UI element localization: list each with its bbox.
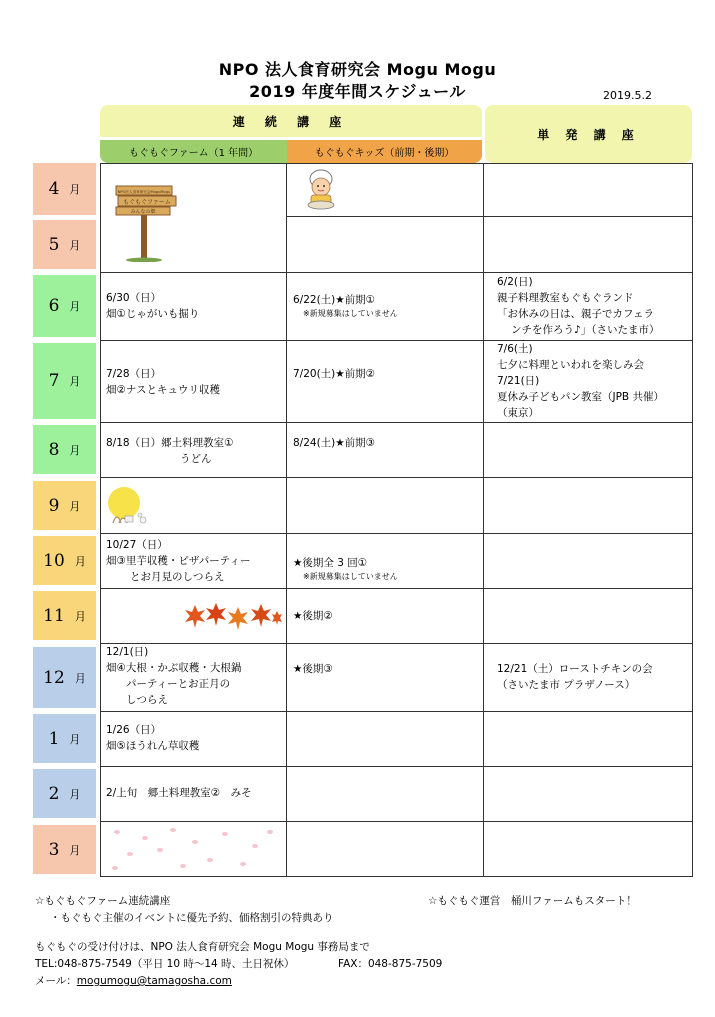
month-label-oct: 10 月 <box>33 536 96 585</box>
kids-dec-cell: ★後期③ <box>293 663 333 675</box>
footer-contact: もぐもぐの受け付けは、NPO 法人食育研究会 Mogu Mogu 事務局まで <box>35 941 370 953</box>
svg-text:みんなの畑: みんなの畑 <box>130 209 156 215</box>
page-title: NPO 法人食育研究会 Mogu Mogu <box>218 60 497 79</box>
month-label-feb: 2 月 <box>33 769 96 818</box>
farm-oct-cell: 10/27（日） 畑③里芋収穫・ピザパーティー とお月見のしつらえ <box>106 539 251 583</box>
autumn-leaves-illustration <box>183 601 283 631</box>
issue-date: 2019.5.2 <box>603 89 652 102</box>
header-farm: もぐもぐファーム（1 年間） <box>100 140 287 163</box>
month-label-may: 5 月 <box>33 220 96 269</box>
farm-signboard-illustration <box>108 180 180 262</box>
tanpatsu-jul-cell: 7/6(土) 七夕に料理といわれを楽しみ会 7/21(日) 夏休み子どもパン教室（JPB 共催） （東京） <box>497 343 664 419</box>
footer-farm-benefit: ・もぐもぐ主催のイベントに優先予約、価格割引の特典あり <box>50 912 334 924</box>
farm-dec-cell: 12/1(日) 畑④大根・かぶ収穫・大根鍋 パーティーとお正月の しつらえ <box>106 646 242 706</box>
month-label-jun: 6 月 <box>33 275 96 337</box>
header-renzoku-koza: 連 続 講 座 <box>100 105 482 137</box>
svg-text:もぐもぐファーム: もぐもぐファーム <box>123 199 171 206</box>
footer-mail-link[interactable]: mogumogu@tamagosha.com <box>76 975 232 987</box>
month-label-jul: 7 月 <box>33 343 96 419</box>
month-label-aug: 8 月 <box>33 425 96 474</box>
farm-jun-cell: 6/30（日） 畑①じゃがいも掘り <box>106 292 200 320</box>
footer-mail <box>35 973 232 990</box>
footer-farm-title: ☆もぐもぐファーム連続講座 <box>35 895 171 907</box>
moon-pampas-illustration <box>105 483 151 529</box>
kids-cook-illustration <box>303 167 339 213</box>
footer-mail-label: メール： <box>35 975 77 987</box>
month-label-apr: 4 月 <box>33 163 96 215</box>
svg-text:NPO法人食育研究会MoguMogu: NPO法人食育研究会MoguMogu <box>117 190 171 194</box>
farm-jul-cell: 7/28（日） 畑②ナスとキュウリ収穫 <box>106 368 220 396</box>
month-label-jan: 1 月 <box>33 714 96 763</box>
tanpatsu-jun-cell: 6/2(日) 親子料理教室もぐもぐランド 「お休みの日は、親子でカフェラ ンチを作ろう♪」（さいたま市） <box>497 276 660 336</box>
farm-feb-cell: 2/上旬 郷土料理教室② みそ <box>106 787 252 799</box>
kids-jun-cell: 6/22(土)★前期① ※新規募集はしていません <box>293 294 398 318</box>
cherry-petals-illustration <box>105 824 283 874</box>
kids-oct-cell: ★後期全 3 回① ※新規募集はしていません <box>293 557 398 581</box>
month-label-nov: 11 月 <box>33 591 96 640</box>
month-label-sep: 9 月 <box>33 481 96 530</box>
header-tanpatsu-koza: 単 発 講 座 <box>485 105 692 163</box>
page-subtitle: 2019 年度年間スケジュール <box>249 82 466 101</box>
footer-okegawa-news: ☆もぐもぐ運営 桶川ファームもスタート！ <box>428 895 637 907</box>
kids-jul-cell: 7/20(土)★前期② <box>293 368 376 380</box>
kids-nov-cell: ★後期② <box>293 610 333 622</box>
farm-aug-cell: 8/18（日）郷土料理教室① うどん <box>106 437 234 465</box>
footer-tel: TEL:048-875-7549（平日 10 時～14 時、土日祝休） <box>35 958 295 970</box>
kids-aug-cell: 8/24(土)★前期③ <box>293 437 376 449</box>
farm-jan-cell: 1/26（日） 畑⑤ほうれん草収穫 <box>106 724 200 752</box>
month-label-mar: 3 月 <box>33 825 96 874</box>
header-kids: もぐもぐキッズ（前期・後期） <box>287 140 482 163</box>
footer-fax: FAX：048-875-7509 <box>338 958 443 970</box>
month-label-dec: 12 月 <box>33 647 96 708</box>
tanpatsu-dec-cell: 12/21（土）ローストチキンの会 （さいたま市 プラザノース） <box>497 663 653 691</box>
